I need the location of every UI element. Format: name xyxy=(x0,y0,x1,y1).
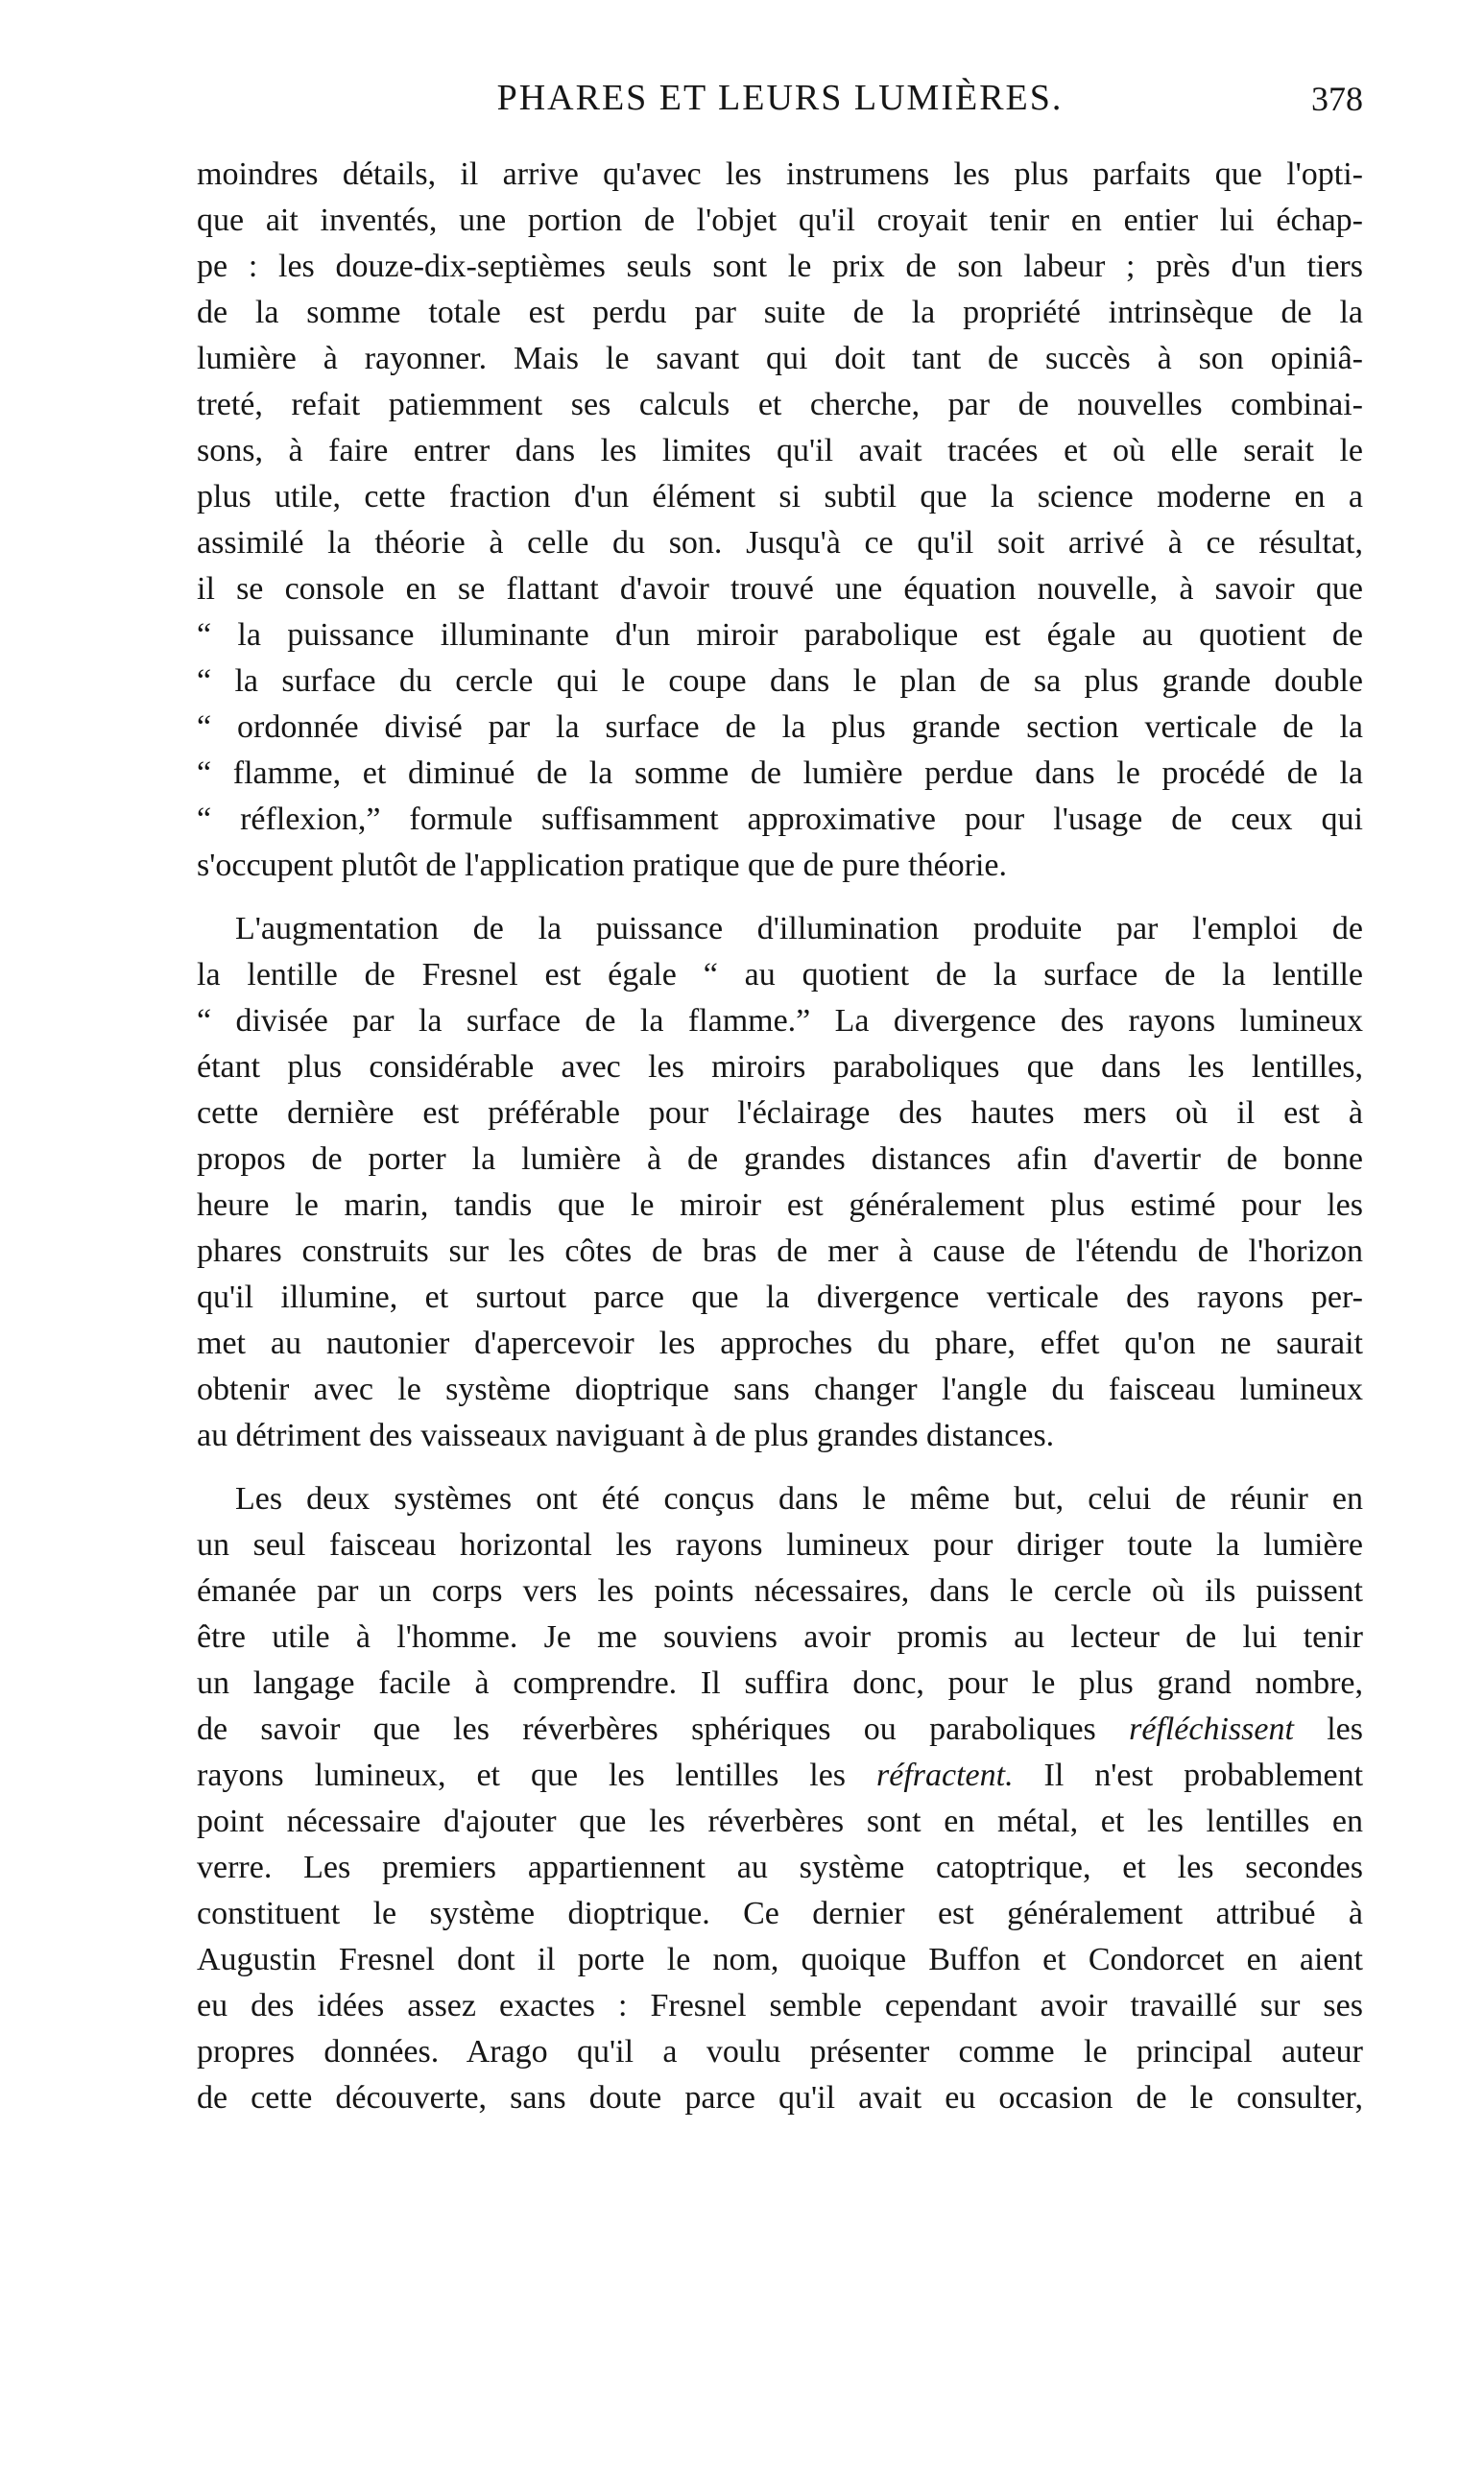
text-line xyxy=(197,1707,1363,1753)
paragraph-1 xyxy=(197,152,1363,889)
text-line: au détriment des vaisseaux naviguant à de plus grandes distances. xyxy=(197,1418,1055,1453)
text-line: étant plus considérable avec les miroirs paraboliques que dans les lentilles, xyxy=(197,1049,1363,1085)
text-line: moindres détails, il arrive qu'avec les instrumens les plus parfaits que l'opti- xyxy=(197,156,1363,192)
text-line: treté, refait patiemment ses calculs et cherche, par de nouvelles combinai- xyxy=(197,387,1363,422)
text-line: constituent le système dioptrique. Ce dernier est généralement attribué à xyxy=(197,1896,1363,1931)
text-line: Les deux systèmes ont été conçus dans le même but, celui de réunir en xyxy=(235,1481,1363,1517)
text-line: point nécessaire d'ajouter que les réverbères sont en métal, et les lentilles en xyxy=(197,1804,1363,1839)
italic-word: réfractent. xyxy=(876,1758,1014,1793)
body-text xyxy=(197,152,1363,2121)
text-line: eu des idées assez exactes : Fresnel semble cependant avoir travaillé sur ses xyxy=(197,1988,1363,2023)
running-title: PHARES ET LEURS LUMIÈRES. xyxy=(496,78,1064,118)
text-line: de cette découverte, sans doute parce qu'il avait eu occasion de le consulter, xyxy=(197,2080,1363,2116)
text-line: émanée par un corps vers les points nécessaires, dans le cercle où ils puissent xyxy=(197,1573,1363,1609)
text-line: “ réflexion,” formule suffisamment approximative pour l'usage de ceux qui xyxy=(197,802,1363,837)
text-line: Augustin Fresnel dont il porte le nom, quoique Buffon et Condorcet en aient xyxy=(197,1942,1363,1977)
text-line: être utile à l'homme. Je me souviens avoir promis au lecteur de lui tenir xyxy=(197,1619,1363,1655)
text-segment: rayons lumineux, et que les lentilles les xyxy=(197,1758,847,1793)
text-line: “ divisée par la surface de la flamme.” La divergence des rayons lumineux xyxy=(197,1003,1363,1039)
text-line: que ait inventés, une portion de l'objet qu'il croyait tenir en entier lui échap- xyxy=(197,203,1363,238)
text-line: il se console en se flattant d'avoir trouvé une équation nouvelle, à savoir que xyxy=(197,571,1363,607)
text-line: “ la surface du cercle qui le coupe dans le plan de sa plus grande double xyxy=(197,663,1363,699)
text-line: propos de porter la lumière à de grandes distances afin d'avertir de bonne xyxy=(197,1141,1363,1177)
italic-word: réfléchissent xyxy=(1129,1711,1294,1747)
text-line: sons, à faire entrer dans les limites qu'il avait tracées et où elle serait le xyxy=(197,433,1363,468)
text-line: plus utile, cette fraction d'un élément si subtil que la science moderne en a xyxy=(197,479,1363,515)
text-line: heure le marin, tandis que le miroir est généralement plus estimé pour les xyxy=(197,1187,1363,1223)
text-line: “ la puissance illuminante d'un miroir parabolique est égale au quotient de xyxy=(197,617,1363,653)
text-line: un seul faisceau horizontal les rayons lumineux pour diriger toute la lumière xyxy=(197,1527,1363,1563)
text-line: L'augmentation de la puissance d'illumination produite par l'emploi de xyxy=(235,911,1363,946)
text-line: assimilé la théorie à celle du son. Jusqu'à ce qu'il soit arrivé à ce résultat, xyxy=(197,525,1363,561)
text-segment: de savoir que les réverbères sphériques ou paraboliques xyxy=(197,1711,1096,1747)
text-line: met au nautonier d'apercevoir les approches du phare, effet qu'on ne saurait xyxy=(197,1326,1363,1361)
text-segment: Il n'est probablement xyxy=(1043,1758,1364,1793)
paragraph-2 xyxy=(197,906,1363,1459)
paragraph-3 xyxy=(197,1476,1363,2121)
text-line: obtenir avec le système dioptrique sans changer l'angle du faisceau lumineux xyxy=(197,1372,1363,1407)
page-header xyxy=(197,77,1363,134)
text-line: propres données. Arago qu'il a voulu présenter comme le principal auteur xyxy=(197,2034,1363,2070)
text-line: “ ordonnée divisé par la surface de la plus grande section verticale de la xyxy=(197,709,1363,745)
text-line: pe : les douze-dix-septièmes seuls sont le prix de son labeur ; près d'un tiers xyxy=(197,249,1363,284)
text-line: “ flamme, et diminué de la somme de lumière perdue dans le procédé de la xyxy=(197,755,1363,791)
text-line: un langage facile à comprendre. Il suffira donc, pour le plus grand nombre, xyxy=(197,1665,1363,1701)
text-line: lumière à rayonner. Mais le savant qui doit tant de succès à son opiniâ- xyxy=(197,341,1363,376)
text-line: phares construits sur les côtes de bras de mer à cause de l'étendu de l'horizon xyxy=(197,1233,1363,1269)
page-number: 378 xyxy=(1311,80,1363,118)
text-segment: les xyxy=(1327,1711,1364,1747)
text-line: de la somme totale est perdu par suite de la propriété intrinsèque de la xyxy=(197,295,1363,330)
text-line: qu'il illumine, et surtout parce que la divergence verticale des rayons per- xyxy=(197,1280,1363,1315)
text-line: la lentille de Fresnel est égale “ au quotient de la surface de la lentille xyxy=(197,957,1363,993)
text-line: verre. Les premiers appartiennent au système catoptrique, et les secondes xyxy=(197,1850,1363,1885)
text-line: cette dernière est préférable pour l'éclairage des hautes mers où il est à xyxy=(197,1095,1363,1131)
text-line: s'occupent plutôt de l'application pratique que de pure théorie. xyxy=(197,848,1008,883)
text-line xyxy=(197,1753,1363,1799)
